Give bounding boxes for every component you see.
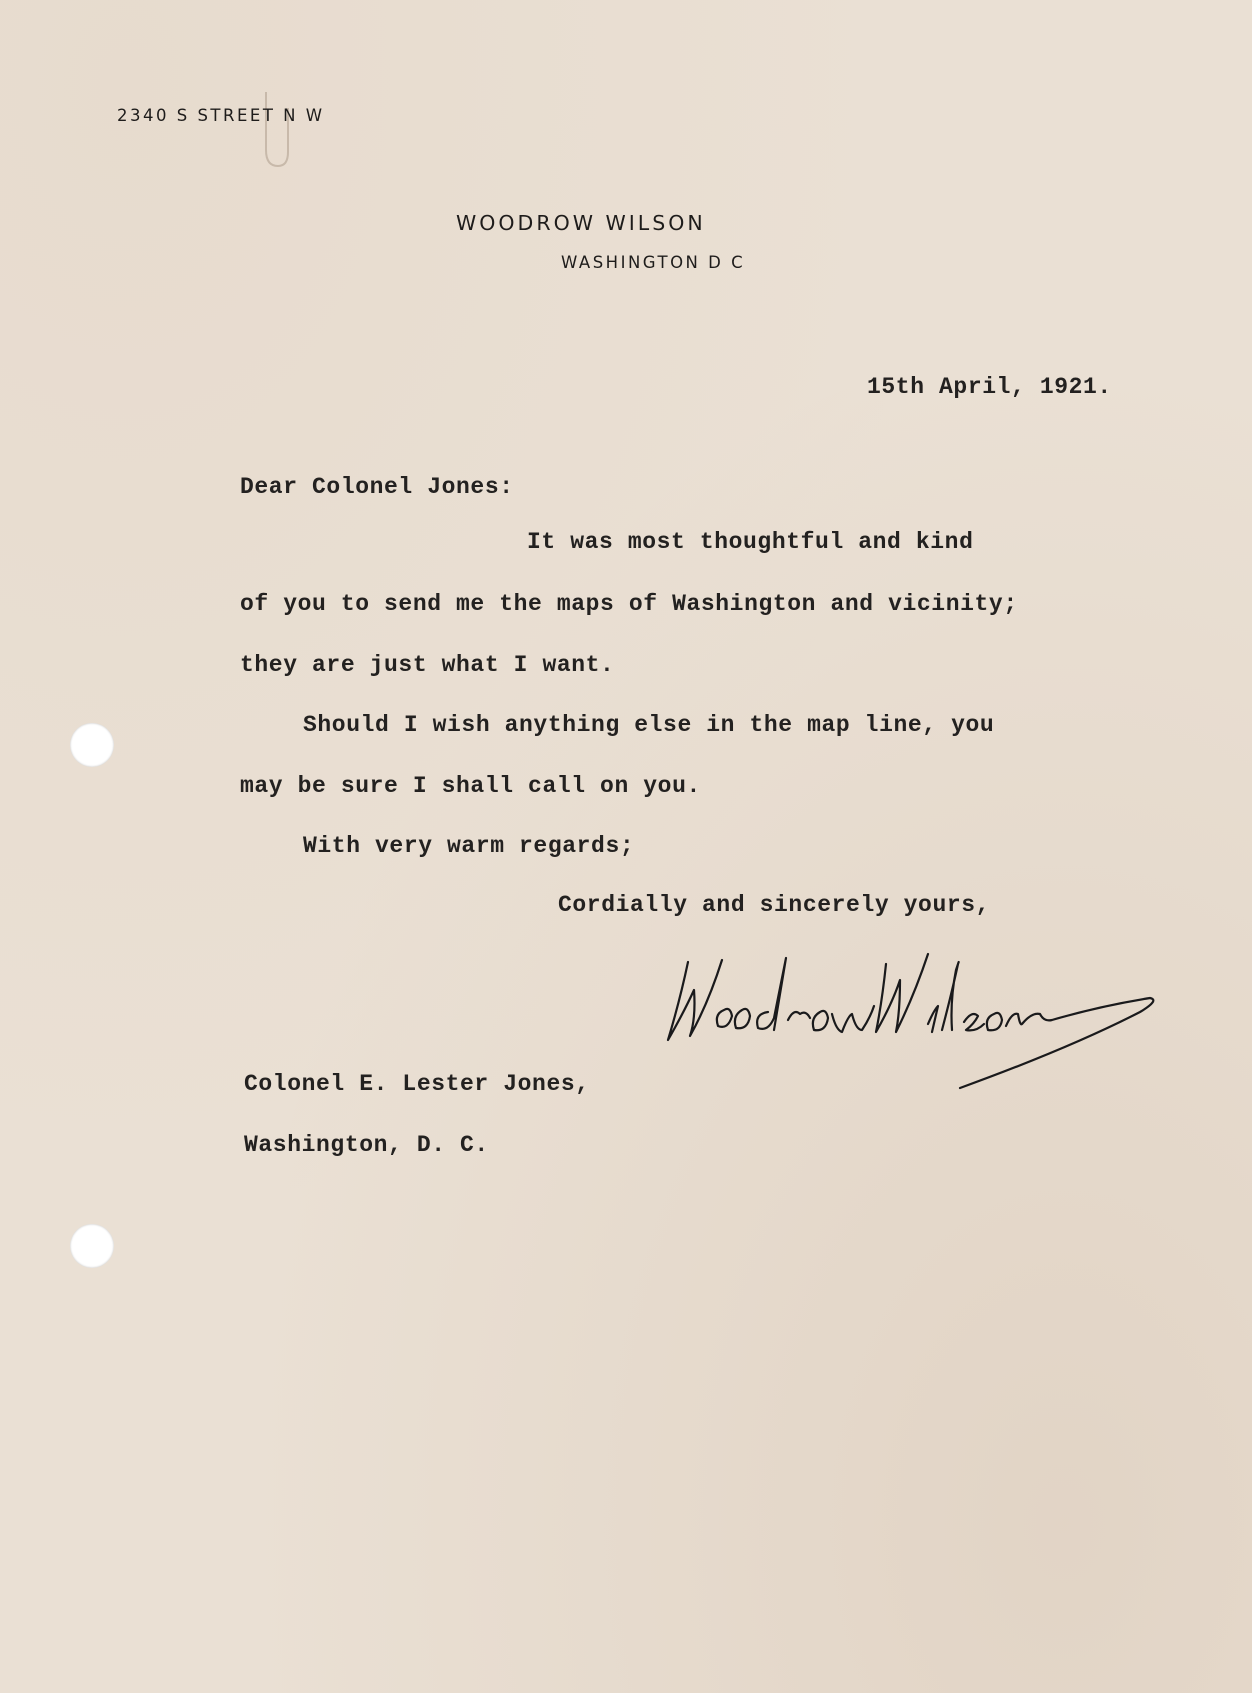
recipient-city: Washington, D. C. — [244, 1132, 489, 1158]
body-line: Should I wish anything else in the map line, you — [303, 712, 995, 738]
regards-line: With very warm regards; — [303, 833, 635, 859]
recipient-name: Colonel E. Lester Jones, — [244, 1071, 590, 1097]
letterhead-city: WASHINGTON D C — [561, 253, 746, 272]
body-line: It was most thoughtful and kind — [527, 529, 974, 555]
punch-hole-icon — [70, 1224, 114, 1268]
body-line: of you to send me the maps of Washington and vicinity; — [240, 591, 1018, 617]
body-line: may be sure I shall call on you. — [240, 773, 701, 799]
signature-icon — [660, 940, 1170, 1090]
body-line: they are just what I want. — [240, 652, 615, 678]
letterhead-address: 2340 S STREET N W — [117, 106, 325, 125]
letterhead-name: WOODROW WILSON — [456, 211, 706, 235]
paperclip-mark-icon — [258, 88, 298, 178]
salutation: Dear Colonel Jones: — [240, 474, 514, 500]
punch-hole-icon — [70, 723, 114, 767]
letter-date: 15th April, 1921. — [867, 374, 1112, 400]
closing-line: Cordially and sincerely yours, — [558, 892, 991, 918]
